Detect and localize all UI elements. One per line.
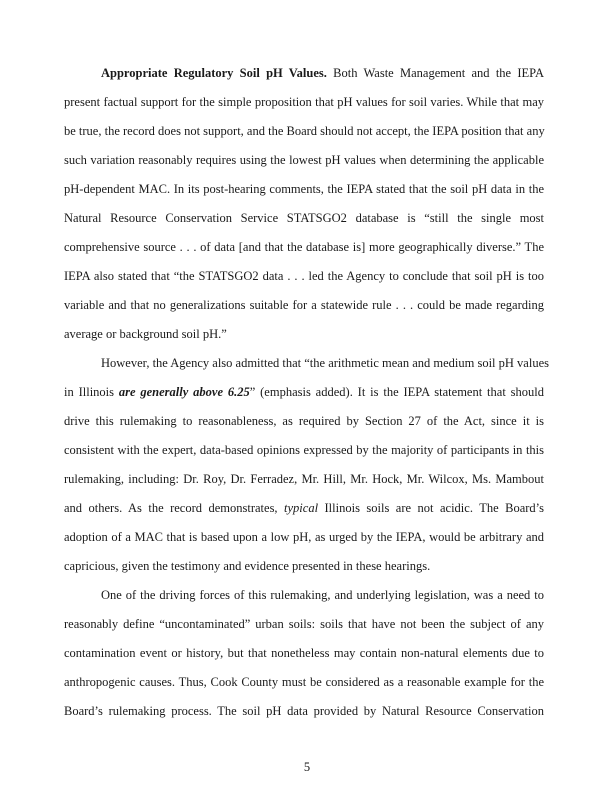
paragraph-2-line-1: However, the Agency also admitted that “the arithmetic mean and medium soil pH values [101, 356, 549, 370]
paragraph-2-line-4: consistent with the expert, data-based opinions expressed by the majority of participants in this [64, 443, 544, 457]
paragraph-2-line-2 [64, 385, 544, 399]
emphasized-text: are generally above 6.25 [118, 385, 250, 399]
paragraph-text: Illinois soils are not acidic. The Board’s [318, 501, 544, 515]
paragraph-1-line-3: be true, the record does not support, and the Board should not accept, the IEPA position that any [64, 124, 545, 138]
paragraph-1-line-10: average or background soil pH.” [64, 327, 227, 341]
paragraph-2-line-3: drive this rulemaking to reasonableness, as required by Section 27 of the Act, since it is [64, 414, 544, 428]
paragraph-3-line-5: Board’s rulemaking process. The soil pH data provided by Natural Resource Conservation [64, 704, 544, 718]
paragraph-1-line-8: IEPA also stated that “the STATSGO2 data . . . led the Agency to conclude that soil pH is too [64, 269, 544, 283]
paragraph-2-line-5: rulemaking, including: Dr. Roy, Dr. Ferradez, Mr. Hill, Mr. Hock, Mr. Wilcox, Ms. Mambout [64, 472, 544, 486]
paragraph-2-line-8: capricious, given the testimony and evidence presented in these hearings. [64, 559, 431, 573]
paragraph-2-line-7: adoption of a MAC that is based upon a low pH, as urged by the IEPA, would be arbitrary and [64, 530, 544, 544]
paragraph-3-line-3: contamination event or history, but that nonetheless may contain non-natural elements due to [64, 646, 544, 660]
paragraph-1-line-6: Natural Resource Conservation Service STATSGO2 database is “still the single most [64, 211, 544, 225]
paragraph-text: ” (emphasis added). It is the IEPA statement that should [249, 385, 544, 399]
italic-text: typical [284, 501, 319, 515]
paragraph-2-line-6 [64, 501, 544, 515]
page-number: 5 [303, 760, 311, 774]
paragraph-3-line-1: One of the driving forces of this rulemaking, and underlying legislation, was a need to [101, 588, 544, 602]
paragraph-1-line-1 [64, 66, 544, 80]
paragraph-text: Both Waste Management and the IEPA [326, 66, 544, 80]
paragraph-1-line-7: comprehensive source . . . of data [and that the database is] more geographically diverse.” The [64, 240, 544, 254]
paragraph-1-line-5: pH-dependent MAC. In its post-hearing comments, the IEPA stated that the soil pH data in the [64, 182, 544, 196]
paragraph-1-line-2: present factual support for the simple proposition that pH values for soil varies. While that may [64, 95, 544, 109]
paragraph-text: and others. As the record demonstrates, [64, 501, 285, 515]
paragraph-3-line-4: anthropogenic causes. Thus, Cook County must be considered as a reasonable example for the [64, 675, 544, 689]
paragraph-1-line-9: variable and that no generalizations suitable for a statewide rule . . . could be made regarding [64, 298, 544, 312]
section-heading: Appropriate Regulatory Soil pH Values. [101, 66, 327, 80]
paragraph-1-line-4: such variation reasonably requires using the lowest pH values when determining the applicable [64, 153, 544, 167]
paragraph-3-line-2: reasonably define “uncontaminated” urban soils: soils that have not been the subject of any [64, 617, 544, 631]
paragraph-text: in Illinois [64, 385, 119, 399]
